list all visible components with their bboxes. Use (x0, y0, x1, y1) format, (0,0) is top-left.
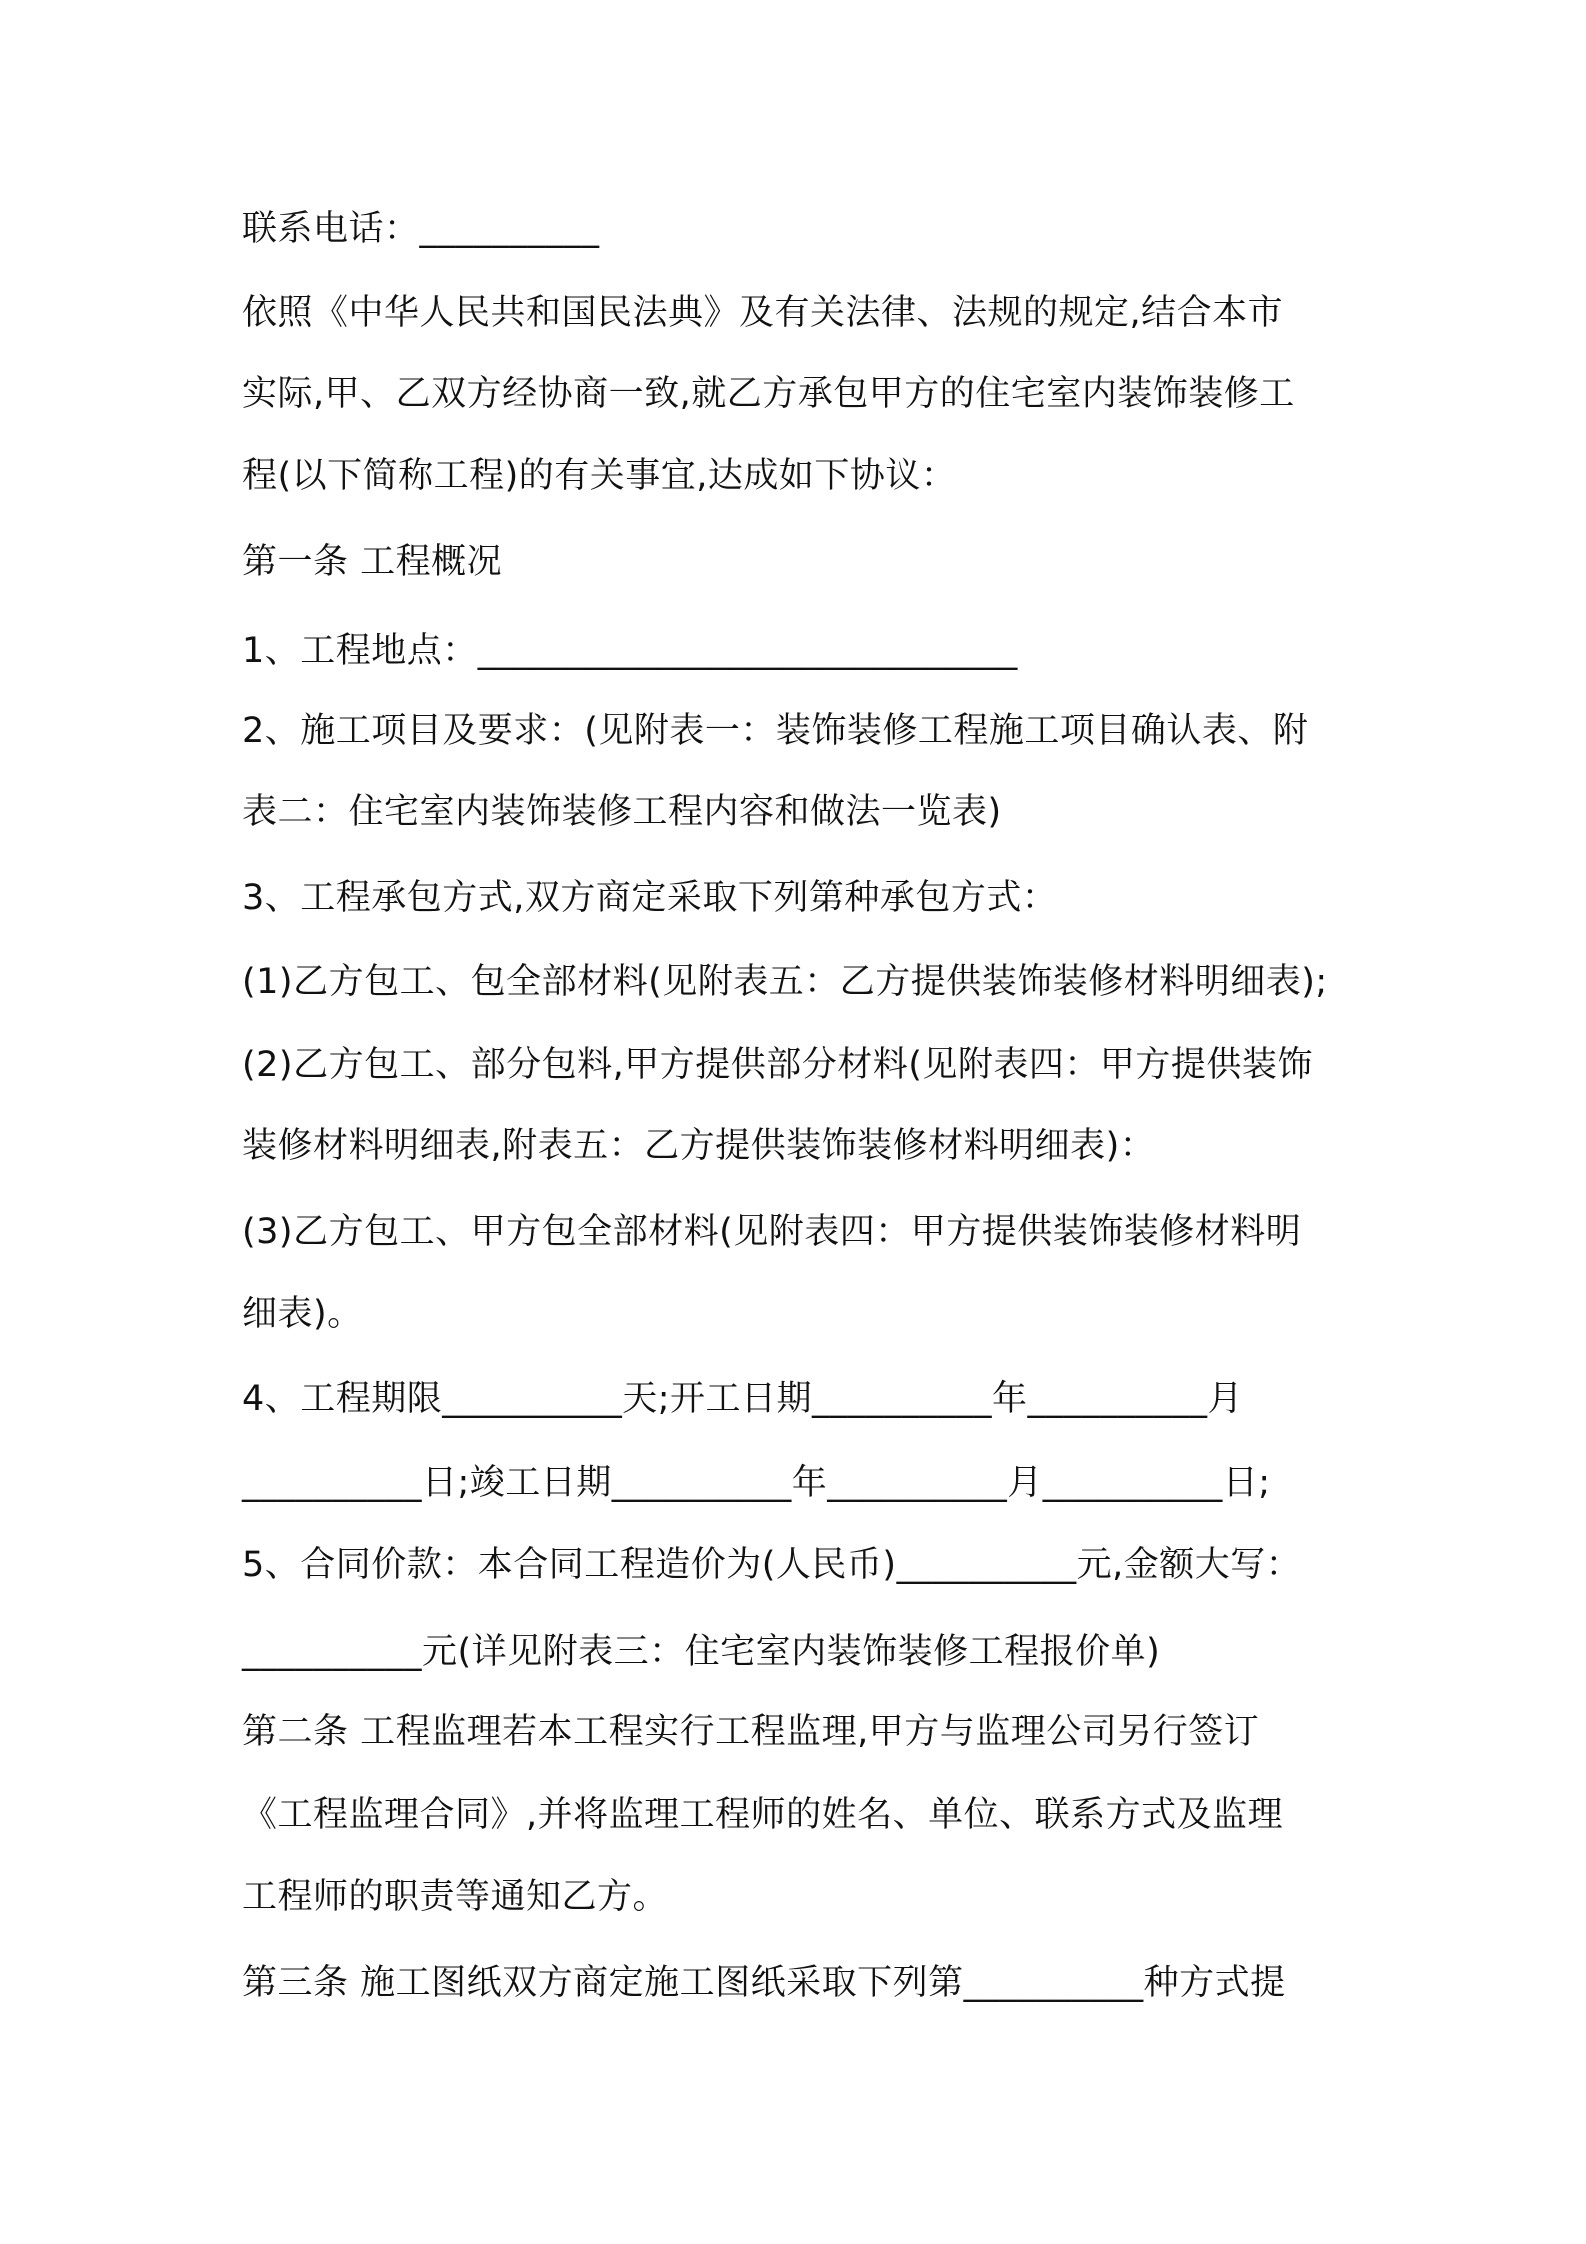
article-1-heading: 第一条 工程概况 (242, 542, 503, 582)
article-1-item-5-line-2: __________元(详见附表三：住宅室内装饰装修工程报价单) (242, 1632, 1161, 1672)
contract-option-3-line-2: 细表)。 (242, 1294, 363, 1334)
article-1-item-3: 3、工程承包方式,双方商定采取下列第种承包方式： (242, 878, 1058, 918)
contract-option-2-line-1: (2)乙方包工、部分包料,甲方提供部分材料(见附表四：甲方提供装饰 (242, 1045, 1313, 1085)
article-1-item-5-line-1: 5、合同价款：本合同工程造价为(人民币)__________元,金额大写： (242, 1545, 1302, 1585)
article-1-item-4-line-1: 4、工程期限__________天;开工日期__________年__________月 (242, 1379, 1244, 1419)
article-3-line-1: 第三条 施工图纸双方商定施工图纸采取下列第__________种方式提 (242, 1963, 1286, 2003)
article-2-line-2: 《工程监理合同》,并将监理工程师的姓名、单位、联系方式及监理 (242, 1795, 1284, 1835)
contract-option-1: (1)乙方包工、包全部材料(见附表五：乙方提供装饰装修材料明细表); (242, 962, 1328, 1002)
preamble-line-3: 程(以下简称工程)的有关事宜,达成如下协议： (242, 456, 957, 496)
contract-option-2-line-2: 装修材料明细表,附表五：乙方提供装饰装修材料明细表)： (242, 1126, 1156, 1166)
preamble-line-2: 实际,甲、乙双方经协商一致,就乙方承包甲方的住宅室内装饰装修工 (242, 374, 1295, 414)
article-1-item-1: 1、工程地点：______________________________ (242, 631, 1018, 671)
article-2-line-1: 第二条 工程监理若本工程实行工程监理,甲方与监理公司另行签订 (242, 1712, 1260, 1752)
article-1-item-2-line-1: 2、施工项目及要求：(见附表一：装饰装修工程施工项目确认表、附 (242, 711, 1309, 751)
article-1-item-4-line-2: __________日;竣工日期__________年__________月__________日; (242, 1463, 1271, 1503)
contract-option-3-line-1: (3)乙方包工、甲方包全部材料(见附表四：甲方提供装饰装修材料明 (242, 1212, 1302, 1252)
article-2-line-3: 工程师的职责等通知乙方。 (242, 1877, 669, 1917)
contact-phone-line: 联系电话：__________ (242, 209, 600, 249)
article-1-item-2-line-2: 表二：住宅室内装饰装修工程内容和做法一览表) (242, 792, 1002, 832)
preamble-line-1: 依照《中华人民共和国民法典》及有关法律、法规的规定,结合本市 (242, 293, 1284, 333)
